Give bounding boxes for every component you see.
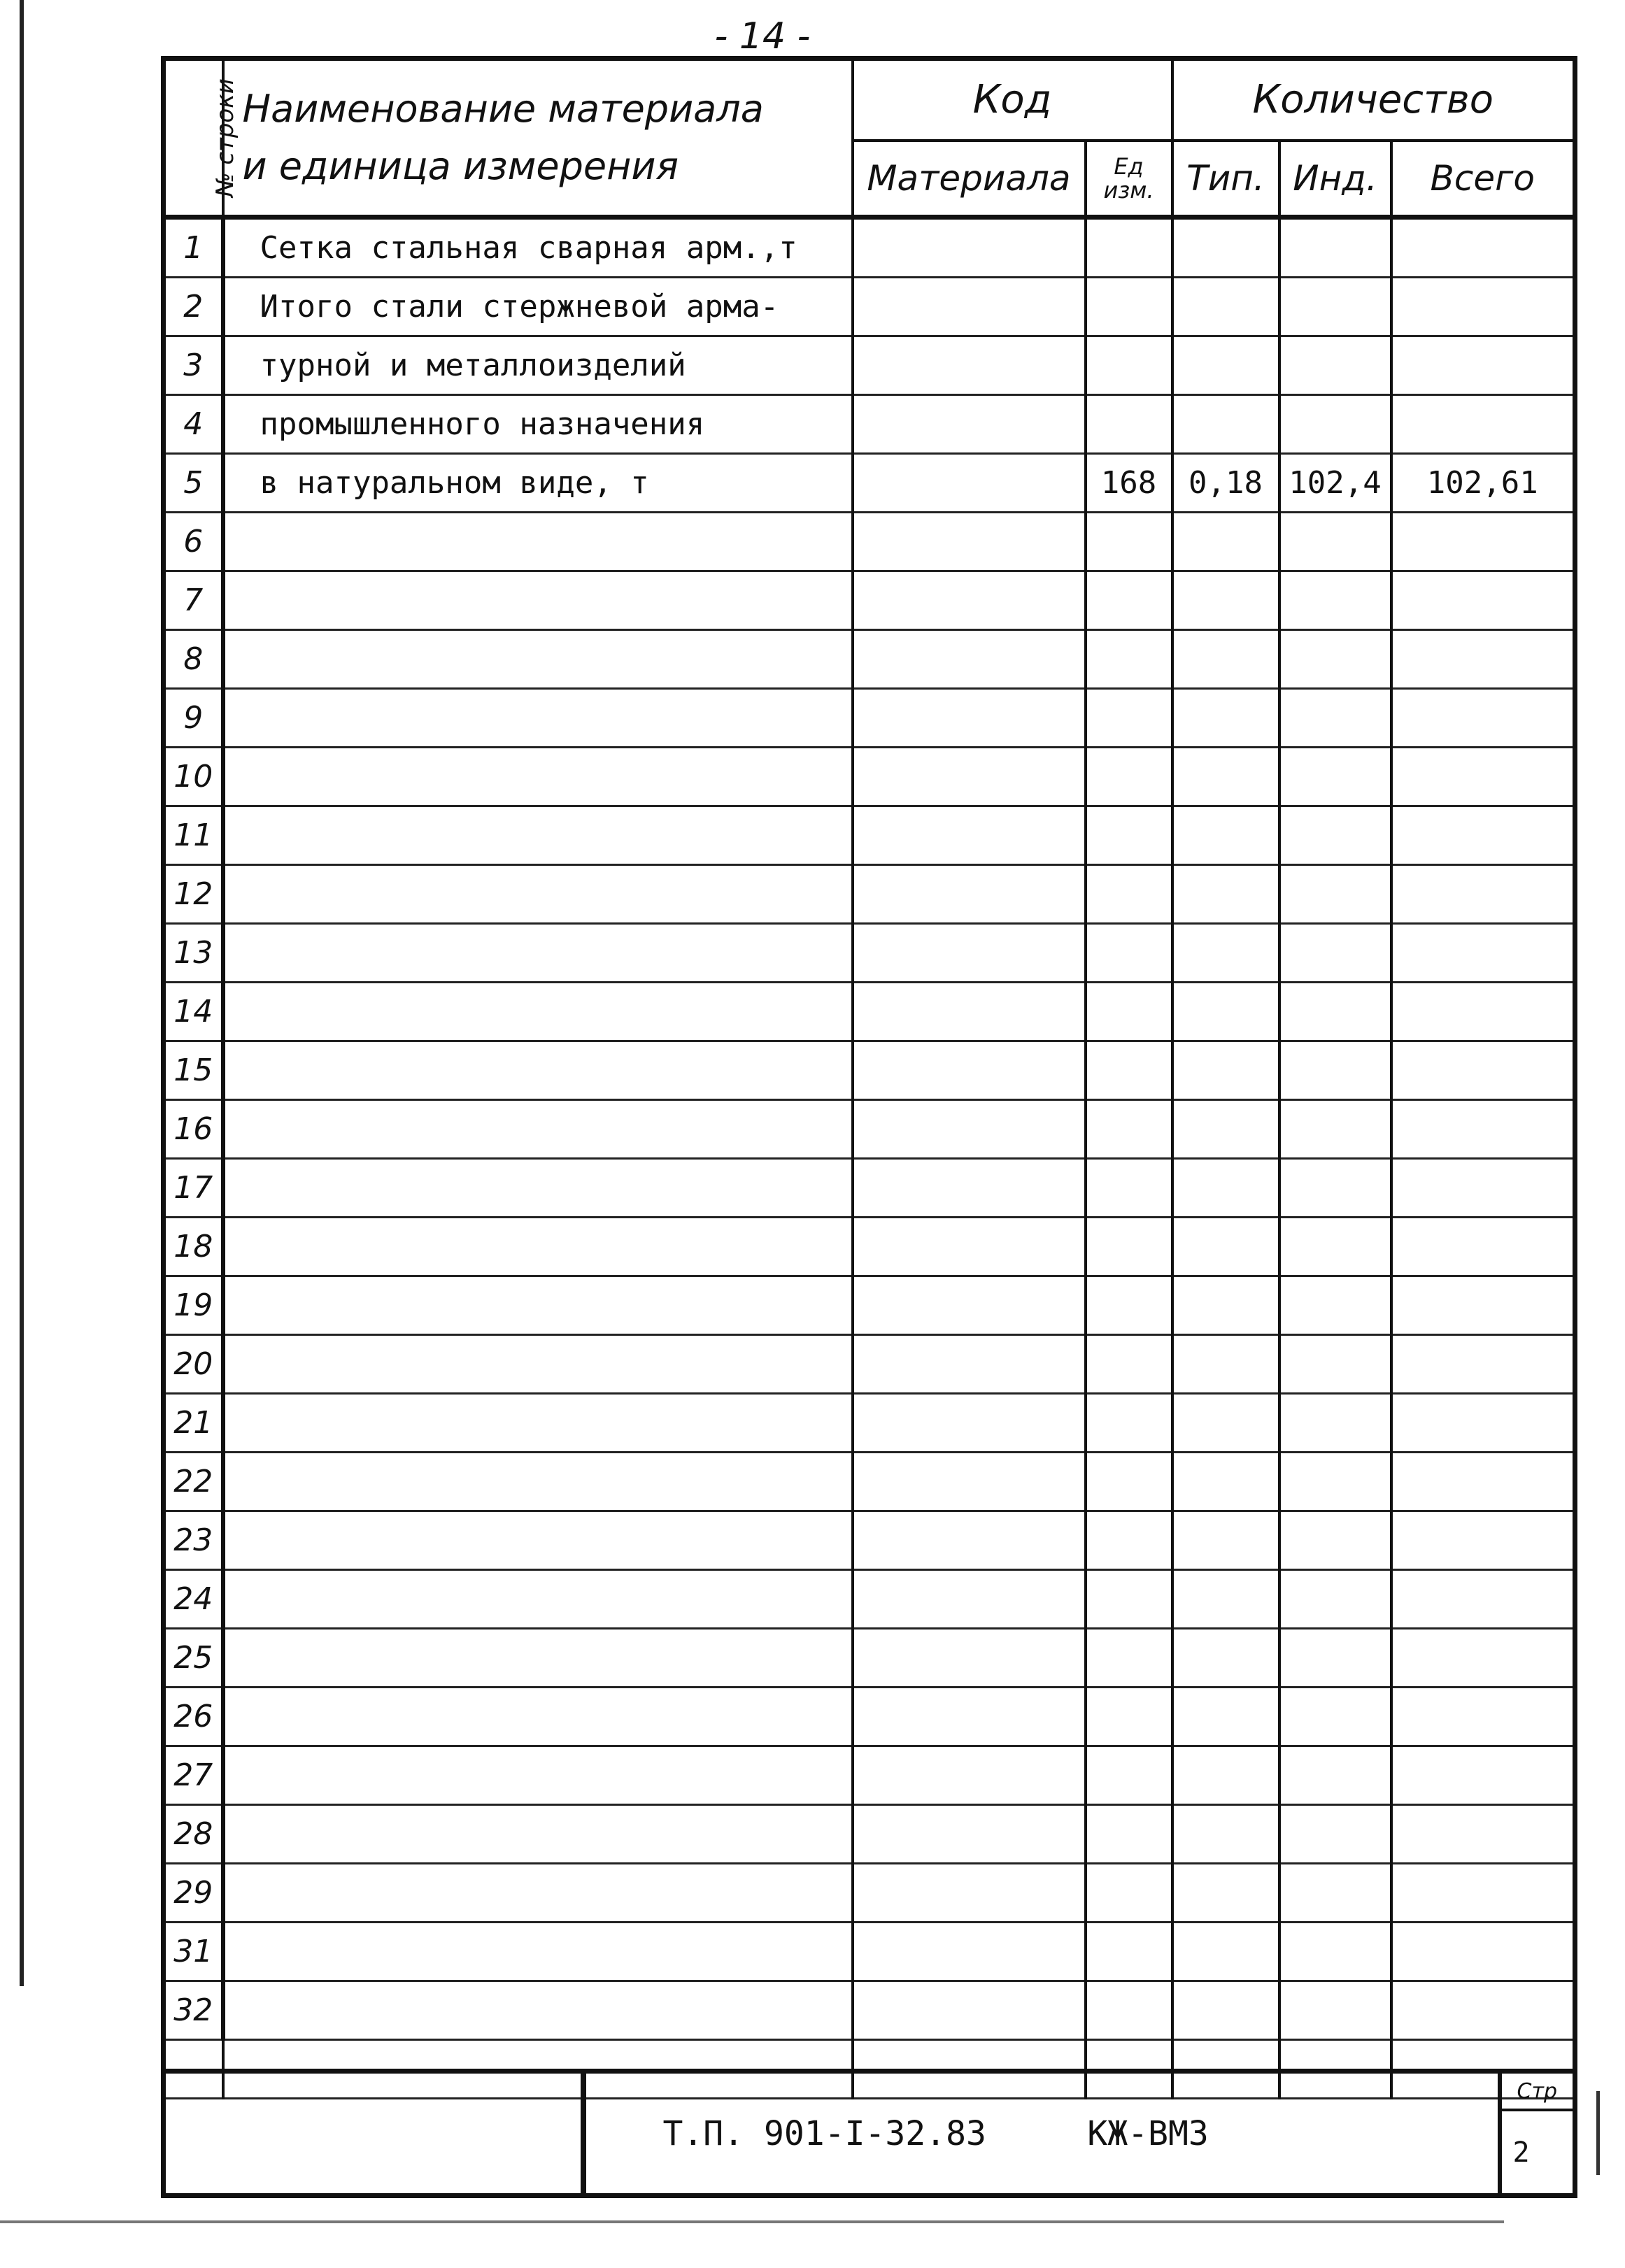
bottom-rule <box>0 2220 1504 2223</box>
row-material-code <box>853 923 1086 982</box>
row-material-code <box>853 1981 1086 2039</box>
row-qty-typ <box>1172 217 1279 277</box>
row-unit-code <box>1086 629 1172 688</box>
table-row <box>164 629 1575 688</box>
row-qty-ind <box>1279 923 1391 982</box>
row-qty-ind <box>1279 1746 1391 1804</box>
row-unit-code <box>1086 688 1172 747</box>
row-material-name <box>223 1687 853 1746</box>
row-material-code <box>853 1334 1086 1393</box>
row-unit-code <box>1086 1981 1172 2039</box>
row-unit-code <box>1086 1511 1172 1569</box>
table-row <box>164 1393 1575 1452</box>
row-material-name: турной и металлоизделий <box>223 336 853 394</box>
table-row <box>164 1687 1575 1746</box>
table-row <box>164 1276 1575 1334</box>
row-unit-code <box>1086 1804 1172 1863</box>
row-number: 24 <box>164 1569 223 1628</box>
document-code: Т.П. 901-I-32.83 КЖ-ВМ3 <box>662 2113 1209 2153</box>
table-row <box>164 1981 1575 2039</box>
row-number: 5 <box>164 453 223 512</box>
row-material-name: Сетка стальная сварная арм.,т <box>223 217 853 277</box>
row-material-code <box>853 1863 1086 1922</box>
row-qty-typ <box>1172 1746 1279 1804</box>
row-qty-typ <box>1172 982 1279 1041</box>
row-material-code <box>853 1569 1086 1628</box>
row-qty-typ <box>1172 1804 1279 1863</box>
row-qty-typ: 0,18 <box>1172 453 1279 512</box>
row-number: 26 <box>164 1687 223 1746</box>
row-unit-code <box>1086 982 1172 1041</box>
row-material-name <box>223 629 853 688</box>
row-number: 13 <box>164 923 223 982</box>
row-unit-code <box>1086 1569 1172 1628</box>
row-material-code <box>853 1687 1086 1746</box>
table-row <box>164 688 1575 747</box>
row-number: 9 <box>164 688 223 747</box>
row-unit-code <box>1086 1334 1172 1393</box>
row-unit-code <box>1086 1099 1172 1158</box>
row-qty-ind <box>1279 1217 1391 1276</box>
row-qty-total <box>1391 336 1575 394</box>
table-row <box>164 336 1575 394</box>
row-qty-total <box>1391 1746 1575 1804</box>
row-qty-ind <box>1279 1863 1391 1922</box>
row-material-name <box>223 1511 853 1569</box>
table-row <box>164 1863 1575 1922</box>
row-material-code <box>853 982 1086 1041</box>
table-row <box>164 864 1575 923</box>
row-material-name <box>223 1276 853 1334</box>
row-material-name <box>223 1334 853 1393</box>
row-qty-typ <box>1172 1334 1279 1393</box>
row-qty-typ <box>1172 336 1279 394</box>
header-typ: Тип. <box>1172 141 1279 217</box>
row-qty-ind <box>1279 1922 1391 1981</box>
row-number: 8 <box>164 629 223 688</box>
header-unit: Ед изм. <box>1086 141 1172 217</box>
row-unit-code <box>1086 747 1172 806</box>
table-row <box>164 1511 1575 1569</box>
row-unit-code <box>1086 923 1172 982</box>
row-qty-total <box>1391 571 1575 629</box>
row-number: 29 <box>164 1863 223 1922</box>
header-row-number: № строки <box>164 59 223 217</box>
table-row <box>164 277 1575 336</box>
table-row <box>164 1334 1575 1393</box>
row-number: 23 <box>164 1511 223 1569</box>
row-material-name <box>223 1922 853 1981</box>
sheet-number: 2 <box>1500 2110 1575 2196</box>
row-material-name: промышленного назначения <box>223 394 853 453</box>
row-qty-total <box>1391 1628 1575 1687</box>
row-qty-typ <box>1172 1099 1279 1158</box>
row-material-name <box>223 1158 853 1217</box>
row-qty-total <box>1391 1158 1575 1217</box>
row-qty-total <box>1391 1041 1575 1099</box>
row-material-name <box>223 1628 853 1687</box>
row-number: 28 <box>164 1804 223 1863</box>
row-number: 14 <box>164 982 223 1041</box>
row-qty-typ <box>1172 1687 1279 1746</box>
row-material-code <box>853 1628 1086 1687</box>
table-row <box>164 923 1575 982</box>
table-row <box>164 1746 1575 1804</box>
row-material-code <box>853 1276 1086 1334</box>
row-qty-total <box>1391 512 1575 571</box>
row-unit-code <box>1086 277 1172 336</box>
row-qty-total <box>1391 864 1575 923</box>
row-number: 12 <box>164 864 223 923</box>
row-qty-typ <box>1172 1158 1279 1217</box>
row-qty-total <box>1391 982 1575 1041</box>
row-qty-total <box>1391 1452 1575 1511</box>
row-qty-total <box>1391 688 1575 747</box>
row-qty-total <box>1391 1334 1575 1393</box>
row-material-code <box>853 1804 1086 1863</box>
row-material-code <box>853 453 1086 512</box>
table-row <box>164 394 1575 453</box>
row-material-name <box>223 1217 853 1276</box>
row-number: 2 <box>164 277 223 336</box>
sheet-label: Стр <box>1500 2071 1575 2111</box>
row-material-name <box>223 1393 853 1452</box>
row-material-code <box>853 1041 1086 1099</box>
row-material-code <box>853 1511 1086 1569</box>
row-qty-ind <box>1279 1569 1391 1628</box>
row-qty-ind <box>1279 1393 1391 1452</box>
row-qty-typ <box>1172 688 1279 747</box>
row-number: 20 <box>164 1334 223 1393</box>
row-material-name <box>223 1041 853 1099</box>
table-row <box>164 1158 1575 1217</box>
row-qty-typ <box>1172 1393 1279 1452</box>
row-unit-code <box>1086 1746 1172 1804</box>
row-qty-ind <box>1279 1804 1391 1863</box>
row-qty-total <box>1391 217 1575 277</box>
row-material-name: в натуральном виде, т <box>223 453 853 512</box>
row-unit-code <box>1086 1041 1172 1099</box>
row-unit-code <box>1086 1628 1172 1687</box>
right-edge-mark <box>1596 2091 1600 2175</box>
table-row <box>164 571 1575 629</box>
row-qty-total <box>1391 1863 1575 1922</box>
row-number: 10 <box>164 747 223 806</box>
row-qty-ind <box>1279 806 1391 864</box>
header-quantity: Количество <box>1172 59 1575 141</box>
header-ind: Инд. <box>1279 141 1391 217</box>
row-unit-code <box>1086 806 1172 864</box>
row-qty-total <box>1391 1804 1575 1863</box>
row-qty-ind <box>1279 864 1391 923</box>
header-total: Всего <box>1391 141 1575 217</box>
row-qty-ind <box>1279 629 1391 688</box>
row-material-code <box>853 571 1086 629</box>
row-qty-total <box>1391 277 1575 336</box>
row-material-code <box>853 217 1086 277</box>
row-qty-ind <box>1279 1687 1391 1746</box>
row-unit-code: 168 <box>1086 453 1172 512</box>
table-row <box>164 453 1575 512</box>
table-row <box>164 747 1575 806</box>
row-qty-ind <box>1279 1099 1391 1158</box>
row-number: 17 <box>164 1158 223 1217</box>
row-number: 21 <box>164 1393 223 1452</box>
row-unit-code <box>1086 217 1172 277</box>
row-qty-ind <box>1279 747 1391 806</box>
row-material-name <box>223 512 853 571</box>
row-qty-typ <box>1172 394 1279 453</box>
row-qty-total <box>1391 629 1575 688</box>
row-qty-total <box>1391 1511 1575 1569</box>
row-qty-typ <box>1172 864 1279 923</box>
row-number: 19 <box>164 1276 223 1334</box>
row-unit-code <box>1086 1922 1172 1981</box>
row-qty-ind <box>1279 982 1391 1041</box>
row-material-code <box>853 1099 1086 1158</box>
row-material-name <box>223 688 853 747</box>
row-qty-typ <box>1172 1511 1279 1569</box>
row-unit-code <box>1086 394 1172 453</box>
table-row <box>164 806 1575 864</box>
header-material-name <box>223 59 853 217</box>
table-body <box>164 217 1575 2098</box>
row-qty-ind <box>1279 1158 1391 1217</box>
row-qty-typ <box>1172 1569 1279 1628</box>
row-qty-typ <box>1172 1041 1279 1099</box>
row-qty-typ <box>1172 1981 1279 2039</box>
row-qty-total <box>1391 747 1575 806</box>
materials-table <box>161 56 1577 2099</box>
row-material-name <box>223 1804 853 1863</box>
row-unit-code <box>1086 512 1172 571</box>
row-material-code <box>853 864 1086 923</box>
row-material-name <box>223 982 853 1041</box>
row-qty-typ <box>1172 1628 1279 1687</box>
row-qty-total <box>1391 1687 1575 1746</box>
row-qty-ind <box>1279 688 1391 747</box>
row-qty-ind <box>1279 1276 1391 1334</box>
row-number: 7 <box>164 571 223 629</box>
row-number: 25 <box>164 1628 223 1687</box>
row-material-name <box>223 1981 853 2039</box>
row-qty-ind <box>1279 217 1391 277</box>
row-material-code <box>853 1158 1086 1217</box>
row-unit-code <box>1086 571 1172 629</box>
row-material-name <box>223 1452 853 1511</box>
row-qty-ind <box>1279 277 1391 336</box>
row-qty-total <box>1391 1099 1575 1158</box>
row-material-name <box>223 1863 853 1922</box>
row-qty-ind <box>1279 336 1391 394</box>
row-number: 32 <box>164 1981 223 2039</box>
row-unit-code <box>1086 1452 1172 1511</box>
row-qty-typ <box>1172 1922 1279 1981</box>
row-material-code <box>853 512 1086 571</box>
row-qty-typ <box>1172 1276 1279 1334</box>
row-qty-typ <box>1172 806 1279 864</box>
page-number: - 14 - <box>714 15 811 57</box>
row-material-name <box>223 1099 853 1158</box>
row-qty-ind <box>1279 1981 1391 2039</box>
row-qty-typ <box>1172 571 1279 629</box>
table-row <box>164 1099 1575 1158</box>
row-qty-ind <box>1279 1628 1391 1687</box>
row-material-name <box>223 747 853 806</box>
row-material-code <box>853 747 1086 806</box>
row-qty-ind <box>1279 1452 1391 1511</box>
row-material-code <box>853 629 1086 688</box>
row-unit-code <box>1086 336 1172 394</box>
row-material-name <box>223 1569 853 1628</box>
row-material-name <box>223 1746 853 1804</box>
row-qty-typ <box>1172 277 1279 336</box>
row-number: 27 <box>164 1746 223 1804</box>
row-unit-code <box>1086 1863 1172 1922</box>
row-number: 31 <box>164 1922 223 1981</box>
table-row <box>164 982 1575 1041</box>
row-material-code <box>853 336 1086 394</box>
table-row <box>164 1452 1575 1511</box>
row-material-name <box>223 864 853 923</box>
row-unit-code <box>1086 1393 1172 1452</box>
table-row <box>164 217 1575 277</box>
table-row <box>164 1217 1575 1276</box>
row-material-code <box>853 1393 1086 1452</box>
row-unit-code <box>1086 1276 1172 1334</box>
row-qty-total <box>1391 1569 1575 1628</box>
left-binding-line <box>20 0 24 1986</box>
row-qty-total <box>1391 806 1575 864</box>
row-qty-typ <box>1172 512 1279 571</box>
row-qty-total <box>1391 394 1575 453</box>
row-unit-code <box>1086 1217 1172 1276</box>
row-material-name <box>223 571 853 629</box>
table-row <box>164 1804 1575 1863</box>
row-number: 6 <box>164 512 223 571</box>
row-qty-ind <box>1279 1334 1391 1393</box>
row-qty-typ <box>1172 923 1279 982</box>
row-material-code <box>853 688 1086 747</box>
row-unit-code <box>1086 1687 1172 1746</box>
title-block <box>161 2069 1577 2198</box>
row-unit-code <box>1086 864 1172 923</box>
row-material-code <box>853 277 1086 336</box>
row-qty-typ <box>1172 1863 1279 1922</box>
row-number: 4 <box>164 394 223 453</box>
row-number: 1 <box>164 217 223 277</box>
row-qty-typ <box>1172 629 1279 688</box>
row-qty-typ <box>1172 1217 1279 1276</box>
row-qty-ind <box>1279 1511 1391 1569</box>
row-qty-ind <box>1279 512 1391 571</box>
row-material-name <box>223 806 853 864</box>
row-material-code <box>853 1922 1086 1981</box>
row-qty-typ <box>1172 1452 1279 1511</box>
row-material-code <box>853 806 1086 864</box>
row-qty-total <box>1391 1393 1575 1452</box>
row-material-code <box>853 1217 1086 1276</box>
row-qty-total <box>1391 1217 1575 1276</box>
table-row <box>164 1569 1575 1628</box>
header-material-code: Материала <box>853 141 1086 217</box>
row-qty-total <box>1391 1276 1575 1334</box>
row-material-name: Итого стали стержневой арма- <box>223 277 853 336</box>
row-qty-total <box>1391 1981 1575 2039</box>
row-qty-total: 102,61 <box>1391 453 1575 512</box>
row-number: 15 <box>164 1041 223 1099</box>
row-number: 18 <box>164 1217 223 1276</box>
row-material-code <box>853 1746 1086 1804</box>
row-qty-ind <box>1279 1041 1391 1099</box>
header-code: Код <box>853 59 1172 141</box>
row-number: 16 <box>164 1099 223 1158</box>
table-row <box>164 1041 1575 1099</box>
row-material-code <box>853 394 1086 453</box>
header-name-line1: Наименование материала <box>242 86 764 131</box>
row-qty-ind <box>1279 394 1391 453</box>
table-row <box>164 1628 1575 1687</box>
row-qty-total <box>1391 1922 1575 1981</box>
title-block-empty-cell <box>164 2071 583 2196</box>
row-number: 3 <box>164 336 223 394</box>
row-material-code <box>853 1452 1086 1511</box>
row-qty-typ <box>1172 747 1279 806</box>
row-qty-total <box>1391 923 1575 982</box>
row-unit-code <box>1086 1158 1172 1217</box>
row-number: 22 <box>164 1452 223 1511</box>
row-number: 11 <box>164 806 223 864</box>
row-qty-ind: 102,4 <box>1279 453 1391 512</box>
row-material-name <box>223 923 853 982</box>
table-row <box>164 512 1575 571</box>
header-name-line2: и единица измерения <box>242 143 679 188</box>
table-row <box>164 1922 1575 1981</box>
row-qty-ind <box>1279 571 1391 629</box>
